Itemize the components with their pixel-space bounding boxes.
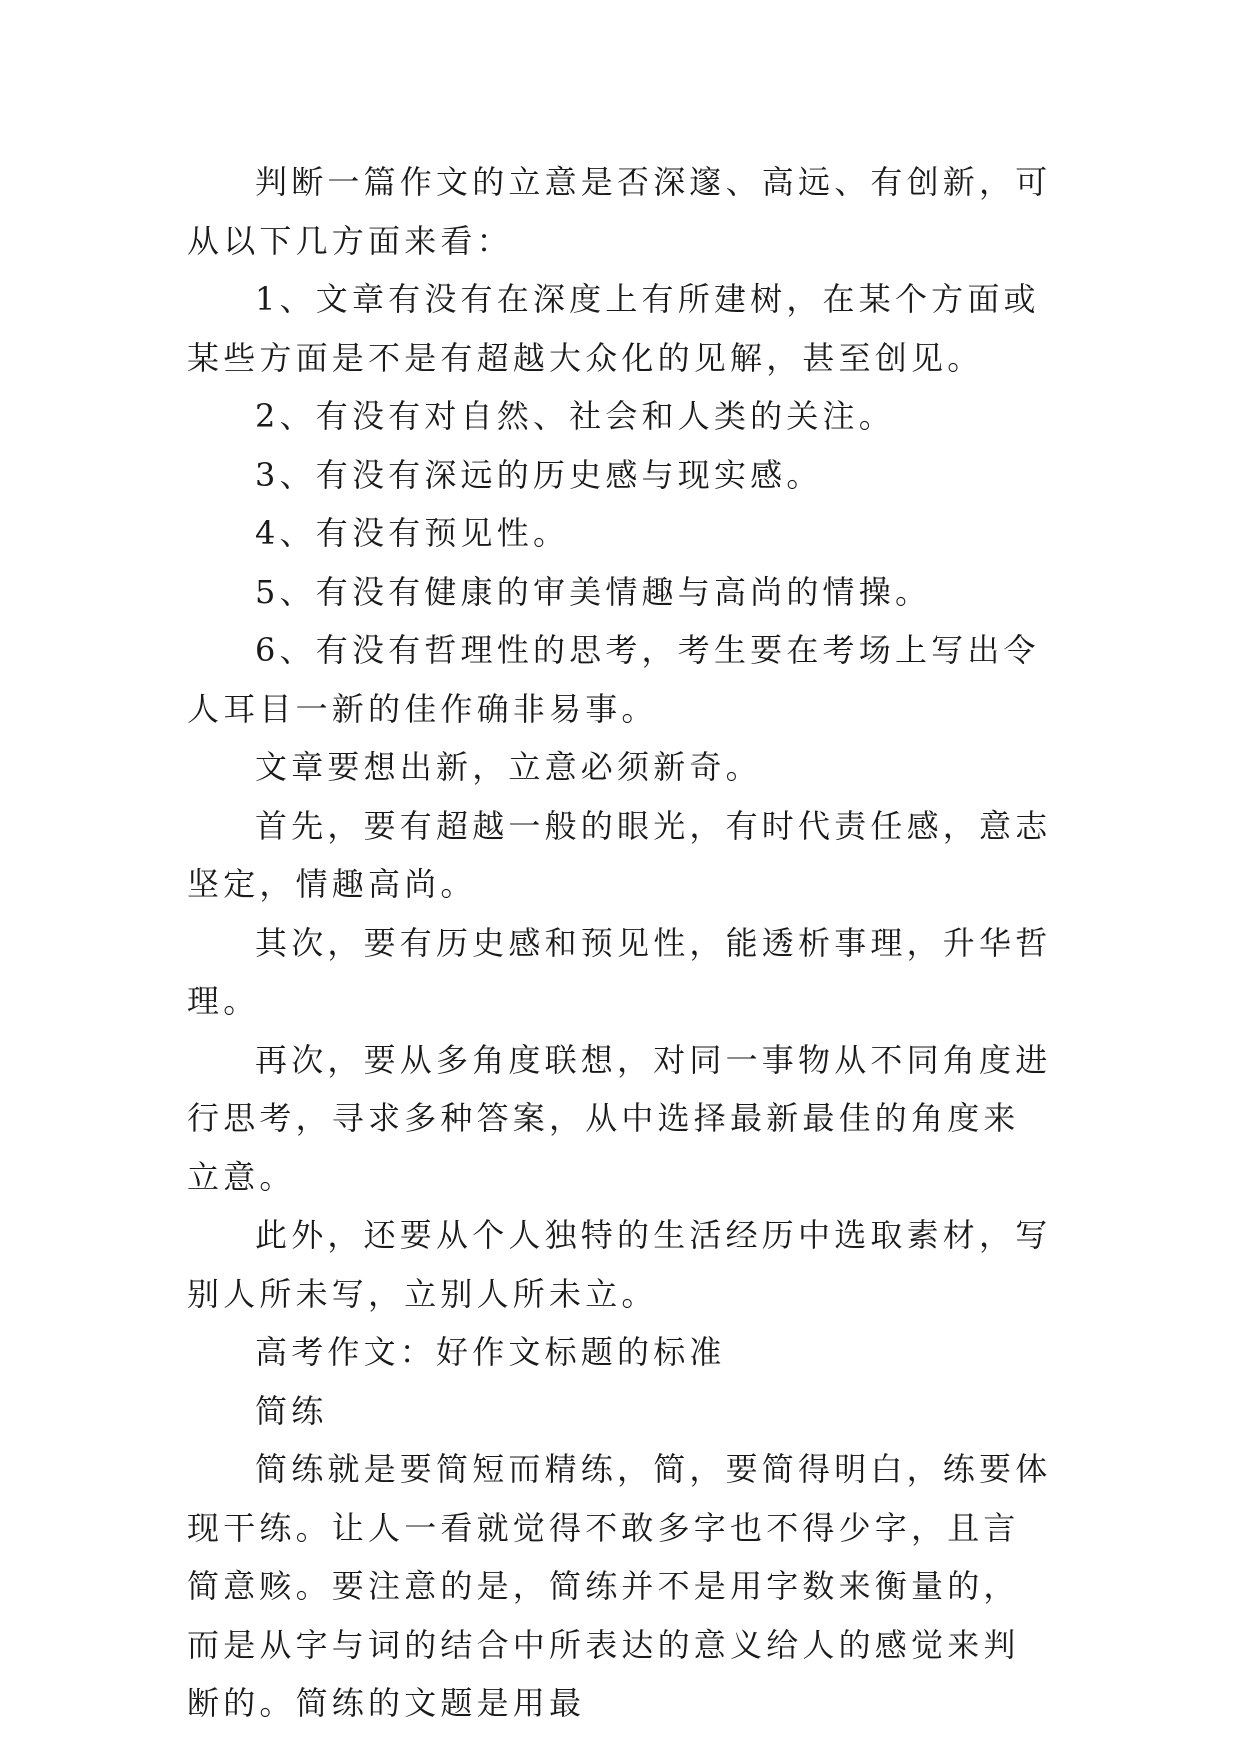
paragraph-concise: 简练就是要简短而精练，简，要简得明白，练要体现干练。让人一看就觉得不敢多字也不得少字，且言简意赅。要注意的是，简练并不是用字数来衡量的，而是从字与词的结合中所表达的意义给人的感觉来判断的。简练的文题是用最 [187, 1450, 1052, 1722]
section-heading: 高考作文：好作文标题的标准 [255, 1333, 726, 1371]
paragraph-first: 首先，要有超越一般的眼光，有时代责任感，意志坚定，情趣高尚。 [187, 806, 1052, 903]
paragraph-point-1: 1、文章有没有在深度上有所建树，在某个方面或某些方面是不是有超越大众化的见解，甚至创见。 [187, 280, 1040, 377]
paragraph-second: 其次，要有历史感和预见性，能透析事理，升华哲理。 [187, 923, 1052, 1020]
paragraph-third: 再次，要从多角度联想，对同一事物从不同角度进行思考，寻求多种答案，从中选择最新最佳的角度来立意。 [187, 1040, 1052, 1196]
paragraph-point-5: 5、有没有健康的审美情趣与高尚的情操。 [255, 572, 932, 611]
document-body [187, 153, 1053, 1733]
subsection-heading: 简练 [255, 1391, 328, 1430]
paragraph-intro: 判断一篇作文的立意是否深邃、高远、有创新，可从以下几方面来看： [187, 163, 1052, 260]
paragraph-point-3: 3、有没有深远的历史感与现实感。 [255, 455, 823, 494]
paragraph-summary: 文章要想出新，立意必须新奇。 [255, 748, 762, 786]
paragraph-point-2: 2、有没有对自然、社会和人类的关注。 [255, 397, 895, 435]
paragraph-point-6: 6、有没有哲理性的思考，考生要在考场上写出令人耳目一新的佳作确非易事。 [187, 631, 1040, 728]
paragraph-point-4: 4、有没有预见性。 [255, 514, 570, 552]
paragraph-additionally: 此外，还要从个人独特的生活经历中选取素材，写别人所未写，立别人所未立。 [187, 1216, 1052, 1313]
